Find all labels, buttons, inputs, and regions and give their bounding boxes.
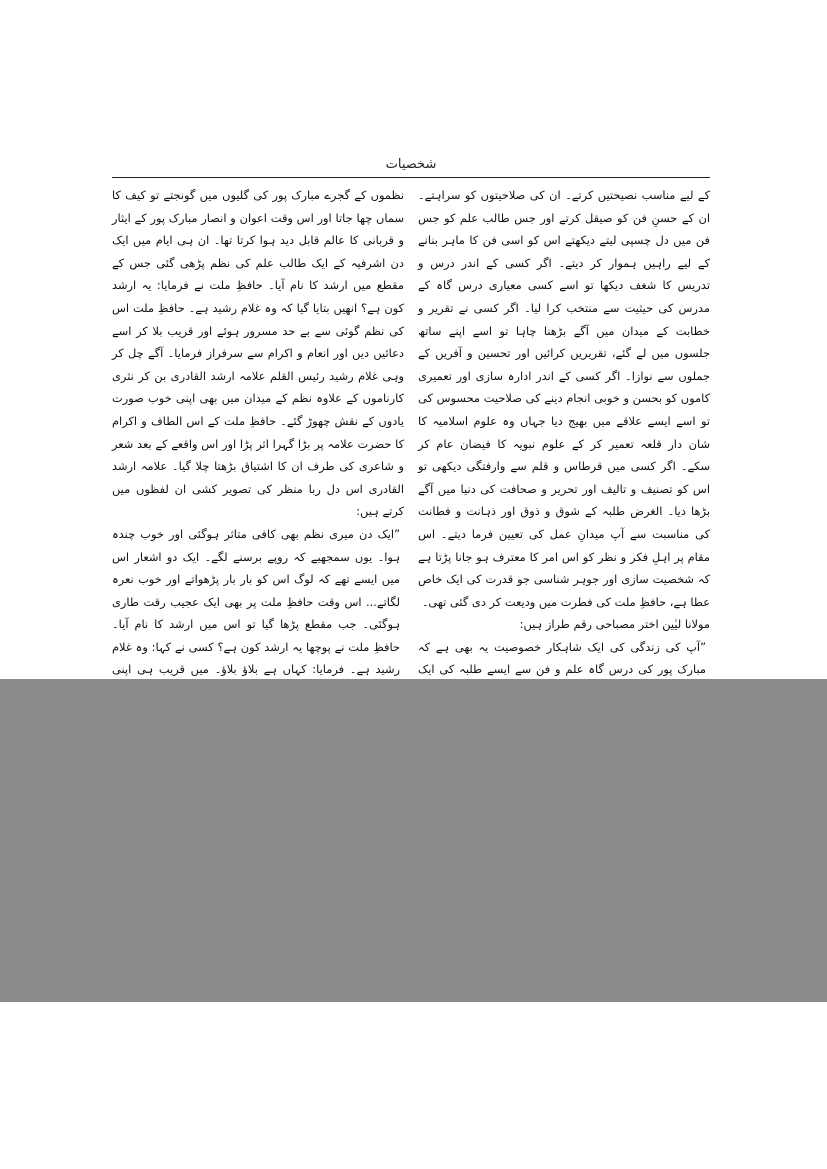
- two-column-body: [112, 184, 710, 680]
- left-paragraph-1: نظموں کے گجرے مبارک پور کی گلیوں میں گونجتے تو کیف کا سماں چھا جاتا اور اس وقت اعوان و انصار مبارک پور کے ایثار و قربانی کا عالم قابل دید ہوا کرتا تھا۔ ان ہی ایام میں ایک دن اشرفیہ کے ایک طالب علم کی نظم پڑھی گئی جس کے مقطع میں ارشد کا نام آیا۔ حافظِ ملت نے فرمایا: یہ ارشد کون ہے؟ انھیں بتایا گیا کہ وہ غلام رشید ہے۔ حافظِ ملت اس کی نظم گوئی سے بے حد مسرور ہوئے اور قریب بلا کر اسے دعائیں دیں اور انعام و اکرام سے سرفراز فرمایا۔ آگے چل کر وہی غلام رشید رئیس القلم علامہ ارشد القادری بن کر نثری کارناموں کے علاوہ نظم کے میدان میں بھی اپنی خوب صورت یادوں کے نقش چھوڑ گئے۔ حافظِ ملت کے اس الطاف و اکرام کا حضرت علامہ پر بڑا گہرا اثر پڑا اور اس واقعے کے بعد شعر و شاعری کی طرف ان کا اشتیاق بڑھتا چلا گیا۔ علامہ ارشد القادری اس دل ربا منظر کی تصویر کشی ان لفظوں میں کرتے ہیں:: [112, 188, 404, 519]
- scan-grey-overlay: [0, 679, 827, 1002]
- page-header: [112, 155, 710, 177]
- running-title: شخصیات: [385, 157, 437, 172]
- right-column: [418, 184, 710, 680]
- quote-attribution: مولانا لیٰین اختر مصباحی رقم طراز ہیں:: [519, 617, 710, 632]
- left-column: [112, 184, 404, 680]
- header-rule: [112, 177, 710, 178]
- page-bottom-blank: [0, 1002, 827, 1169]
- left-quote: ”ایک دن میری نظم بھی کافی متاثر ہوگئی اور خوب چندہ ہوا۔ یوں سمجھیے کہ روپے برسنے لگے۔ ایک دو اشعار اس میں ایسے تھے کہ لوگ اس کو بار بار پڑھواتے اور خوب نعرہ لگاتے... اس وقت حافظِ ملت پر بھی ایک عجیب رقت طاری ہوگئی۔ جب مقطع پڑھا گیا تو اس میں ارشد کا نام آیا۔ حافظِ ملت نے پوچھا یہ ارشد کون ہے؟ کسی نے کہا: وہ غلام رشید ہے۔ فرمایا: کہاں ہے بلاؤ بلاؤ۔ میں قریب ہی اپنی: [112, 526, 400, 677]
- right-quote: ”آپ کی زندگی کی ایک شاہکار خصوصیت یہ بھی ہے کہ مبارک پور کی درس گاہ علم و فن سے ایسے طلبہ کی ایک: [418, 639, 706, 677]
- right-paragraph-1: کے لیے مناسب نصیحتیں کرتے۔ ان کی صلاحیتوں کو سراہتے۔ ان کے حسنِ فن کو صیقل کرتے اور جس طالب علم کو جس فن میں دل چسپی لیتے دیکھتے اس کو اسی فن کا ماہر بنانے کے لیے راہیں ہموار کر دیتے۔ اگر کسی کے اندر درس و تدریس کا شغف دیکھا تو اسے کسی معیاری درس گاہ کے مدرس کی حیثیت سے منتخب کرا لیا۔ اگر کسی نے تقریر و خطابت کے میدان میں آگے بڑھنا چاہا تو اسے اپنے ساتھ جلسوں میں لے گئے، تقریریں کرائیں اور تحسین و آفریں کے جملوں سے نوازا۔ اگر کسی کے اندر ادارہ سازی اور تعمیری کاموں کو بحسن و خوبی انجام دینے کی صلاحیت محسوس کی تو اسے ایسے علاقے میں بھیج دیا جہاں وہ علوم اسلامیہ کا شان دار قلعہ تعمیر کر کے علوم نبویہ کا فیضان عام کر سکے۔ اگر کسی میں قرطاس و قلم سے وارفتگی دیکھی تو اس کو تصنیف و تالیف اور تحریر و صحافت کی دنیا میں آگے بڑھا دیا۔ الغرض طلبہ کے شوق و ذوق اور ذہانت و فطانت کی مناسبت سے آپ میدانِ عمل کی تعیین فرما دیتے۔ اس مقام پر اہلِ فکر و نظر کو اس امر کا معترف ہو جانا پڑتا ہے کہ شخصیت سازی اور جوہر شناسی جو قدرت کی ایک خاص عطا ہے، حافظِ ملت کی فطرت میں ودیعت کر دی گئی تھی۔: [418, 188, 710, 609]
